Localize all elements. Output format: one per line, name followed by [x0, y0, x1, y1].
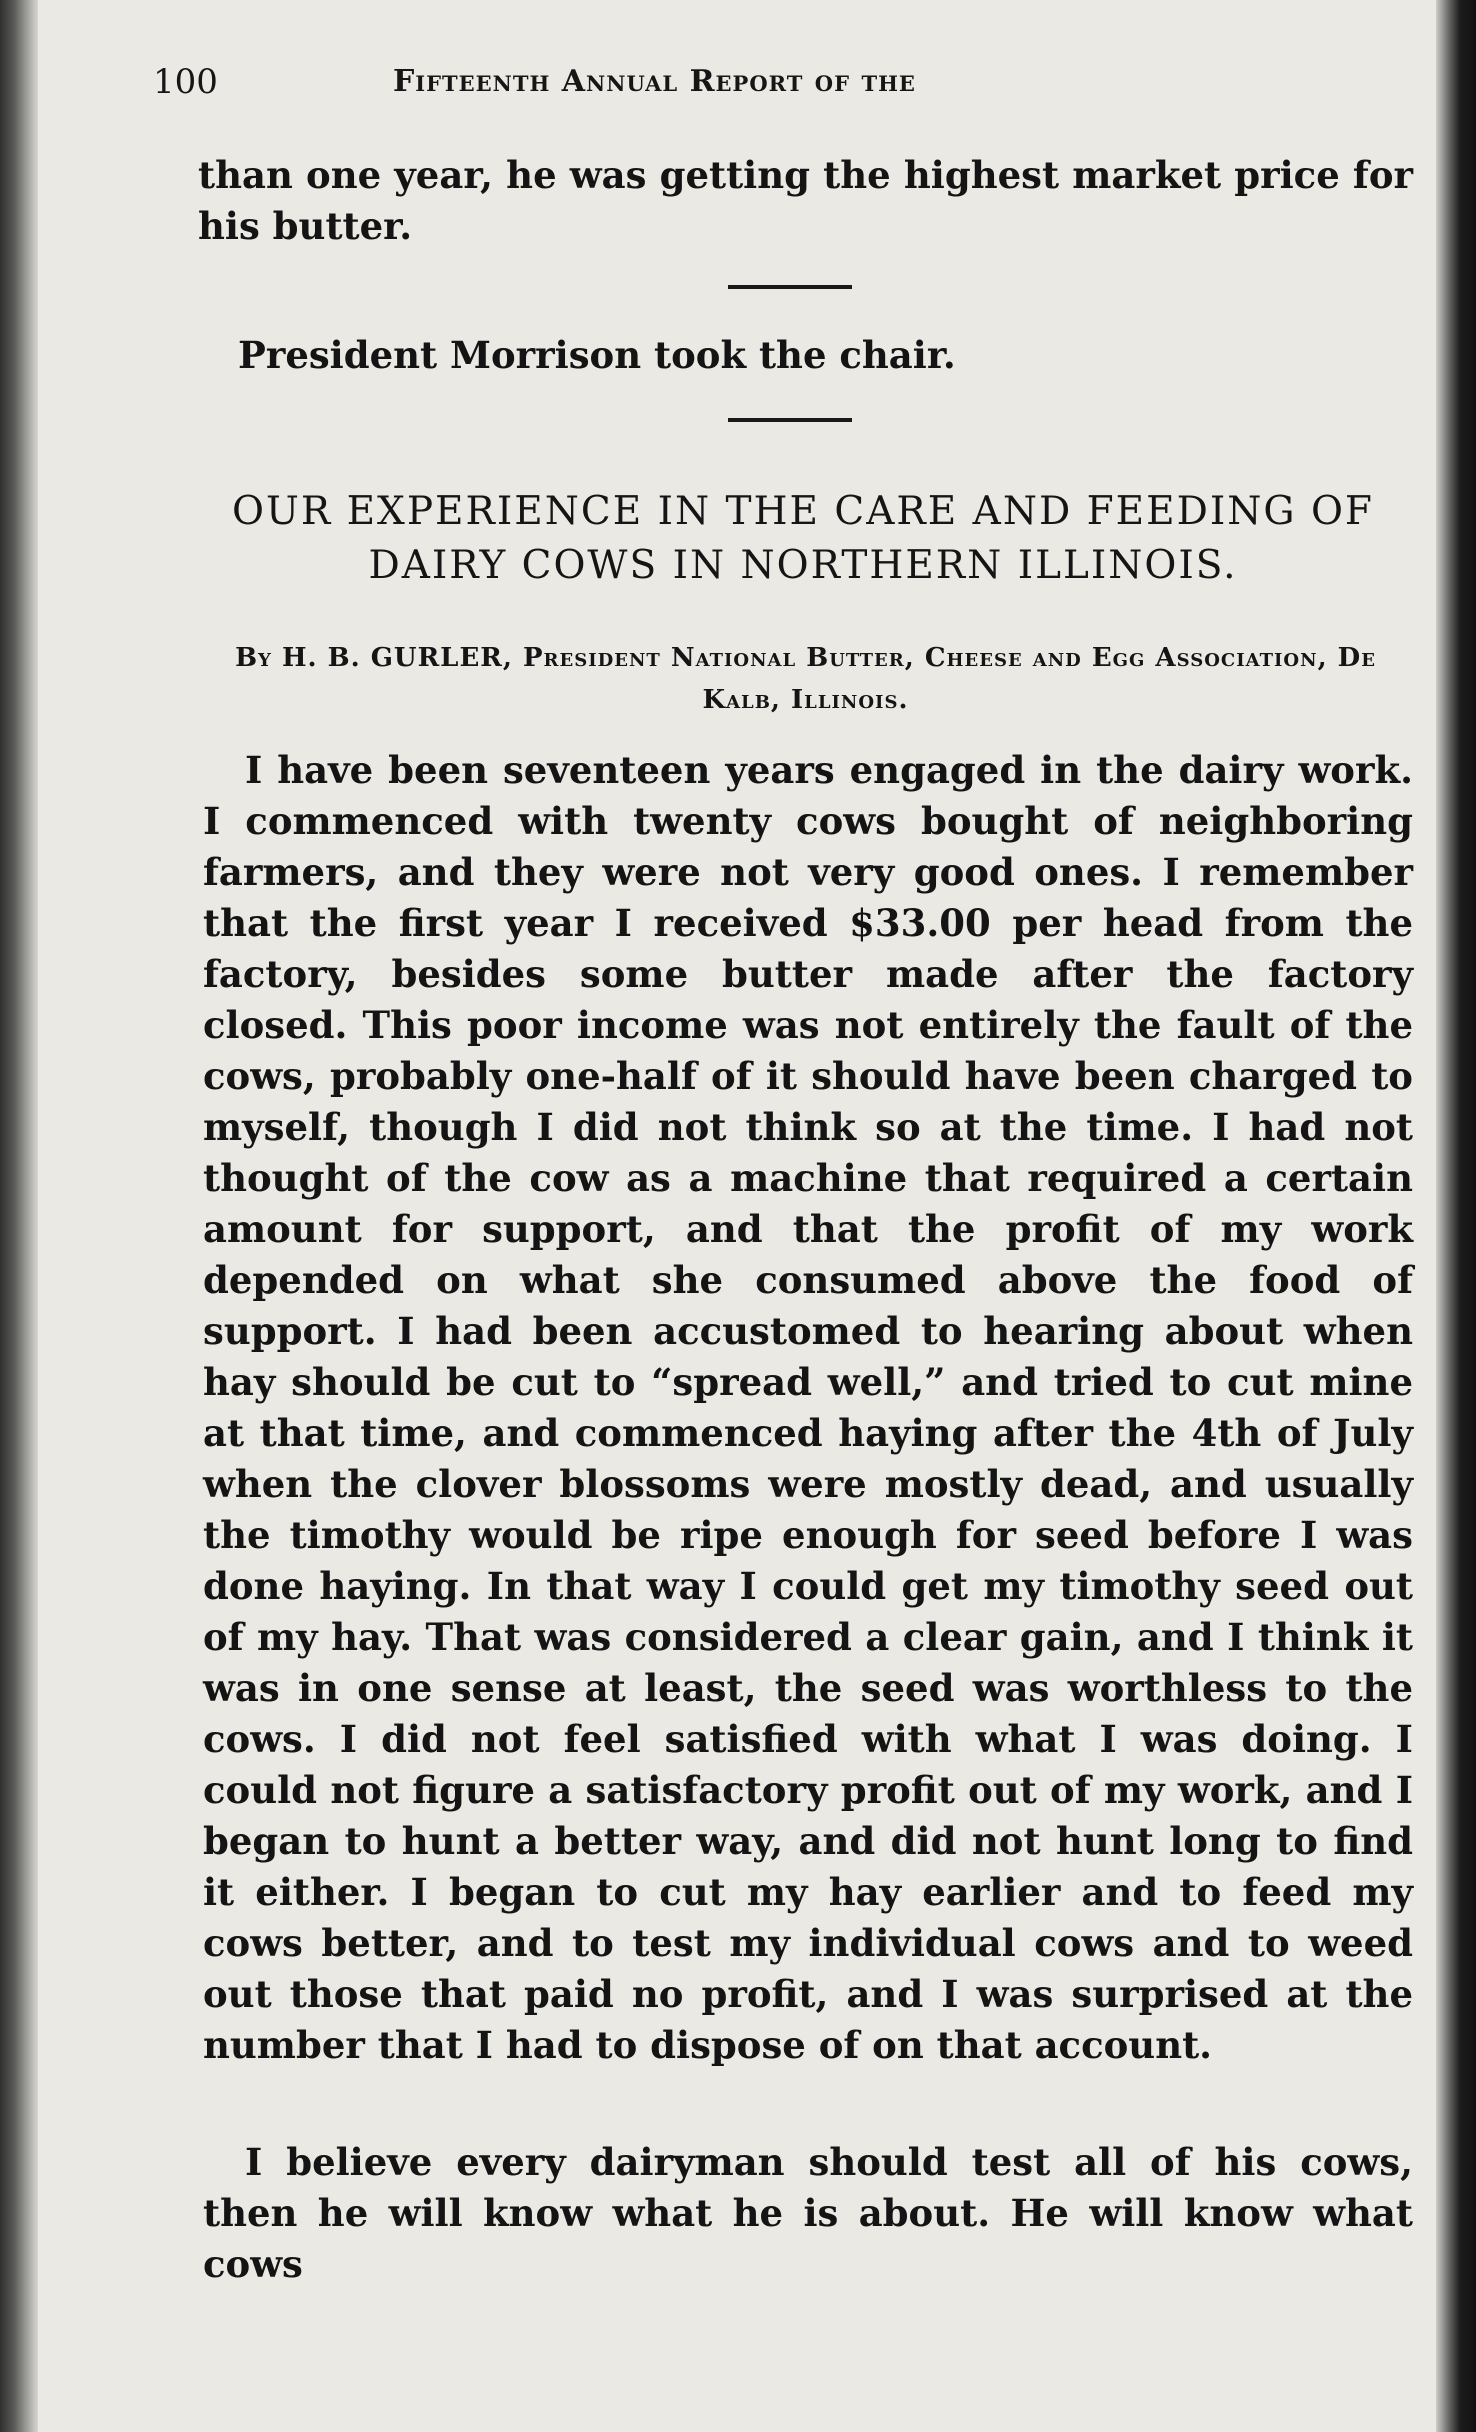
running-head: [153, 62, 1393, 112]
page-right-edge: [1436, 0, 1476, 2432]
article-title: OUR EXPERIENCE IN THE CARE AND FEEDING OF DAIRY COWS IN NORTHERN ILLINOIS.: [231, 489, 1374, 588]
body-paragraph: I have been seventeen years engaged in the dairy work. I commenced with twenty cows bought of neighboring farmers, and they were not very good ones. I remember that the first year I received $33.00 per head from the factory, besides some butter made after the factory closed. This poor income was not entirely the fault of the cows, probably one-half of it should have been charged to myself, though I did not think so at the time. I had not thought of the cow as a machine that required a certain amount for support, and that the profit of my work depended on what she consumed above the food of support. I had been accustomed to hearing about when hay should be cut to “spread well,” and tried to cut mine at that time, and commenced haying after the 4th of July when the clover blossoms were mostly dead, and usually the timothy would be ripe enough for seed before I was done haying. In that way I could get my timothy seed out of my hay. That was considered a clear gain, and I think it was in one sense at least, the seed was worthless to the cows. I did not feel satisfied with what I was doing. I could not figure a satisfactory profit out of my work, and I began to hunt a better way, and did not hunt long to find it either. I began to cut my hay earlier and to feed my cows better, and to test my individual cows and to weed out those that paid no profit, and I was surprised at the number that I had to dispose of on that account.: [203, 748, 1413, 2067]
continuation-paragraph: than one year, he was getting the highest market price for his butter.: [198, 153, 1413, 248]
body-paragraph: I believe every dairyman should test all of his cows, then he will know what he is about. He will know what cows: [203, 2140, 1413, 2286]
running-title: Fifteenth Annual Report of the: [393, 64, 916, 99]
article-byline: By H. B. GURLER, President National Butter, Cheese and Egg Association, De Kalb, Illinois.: [235, 643, 1376, 715]
book-page: [38, 0, 1436, 2432]
section-divider: [728, 285, 852, 289]
page-left-edge: [0, 0, 38, 2432]
page-number: 100: [153, 62, 218, 102]
chair-note: President Morrison took the chair.: [238, 333, 956, 377]
section-divider: [728, 418, 852, 422]
